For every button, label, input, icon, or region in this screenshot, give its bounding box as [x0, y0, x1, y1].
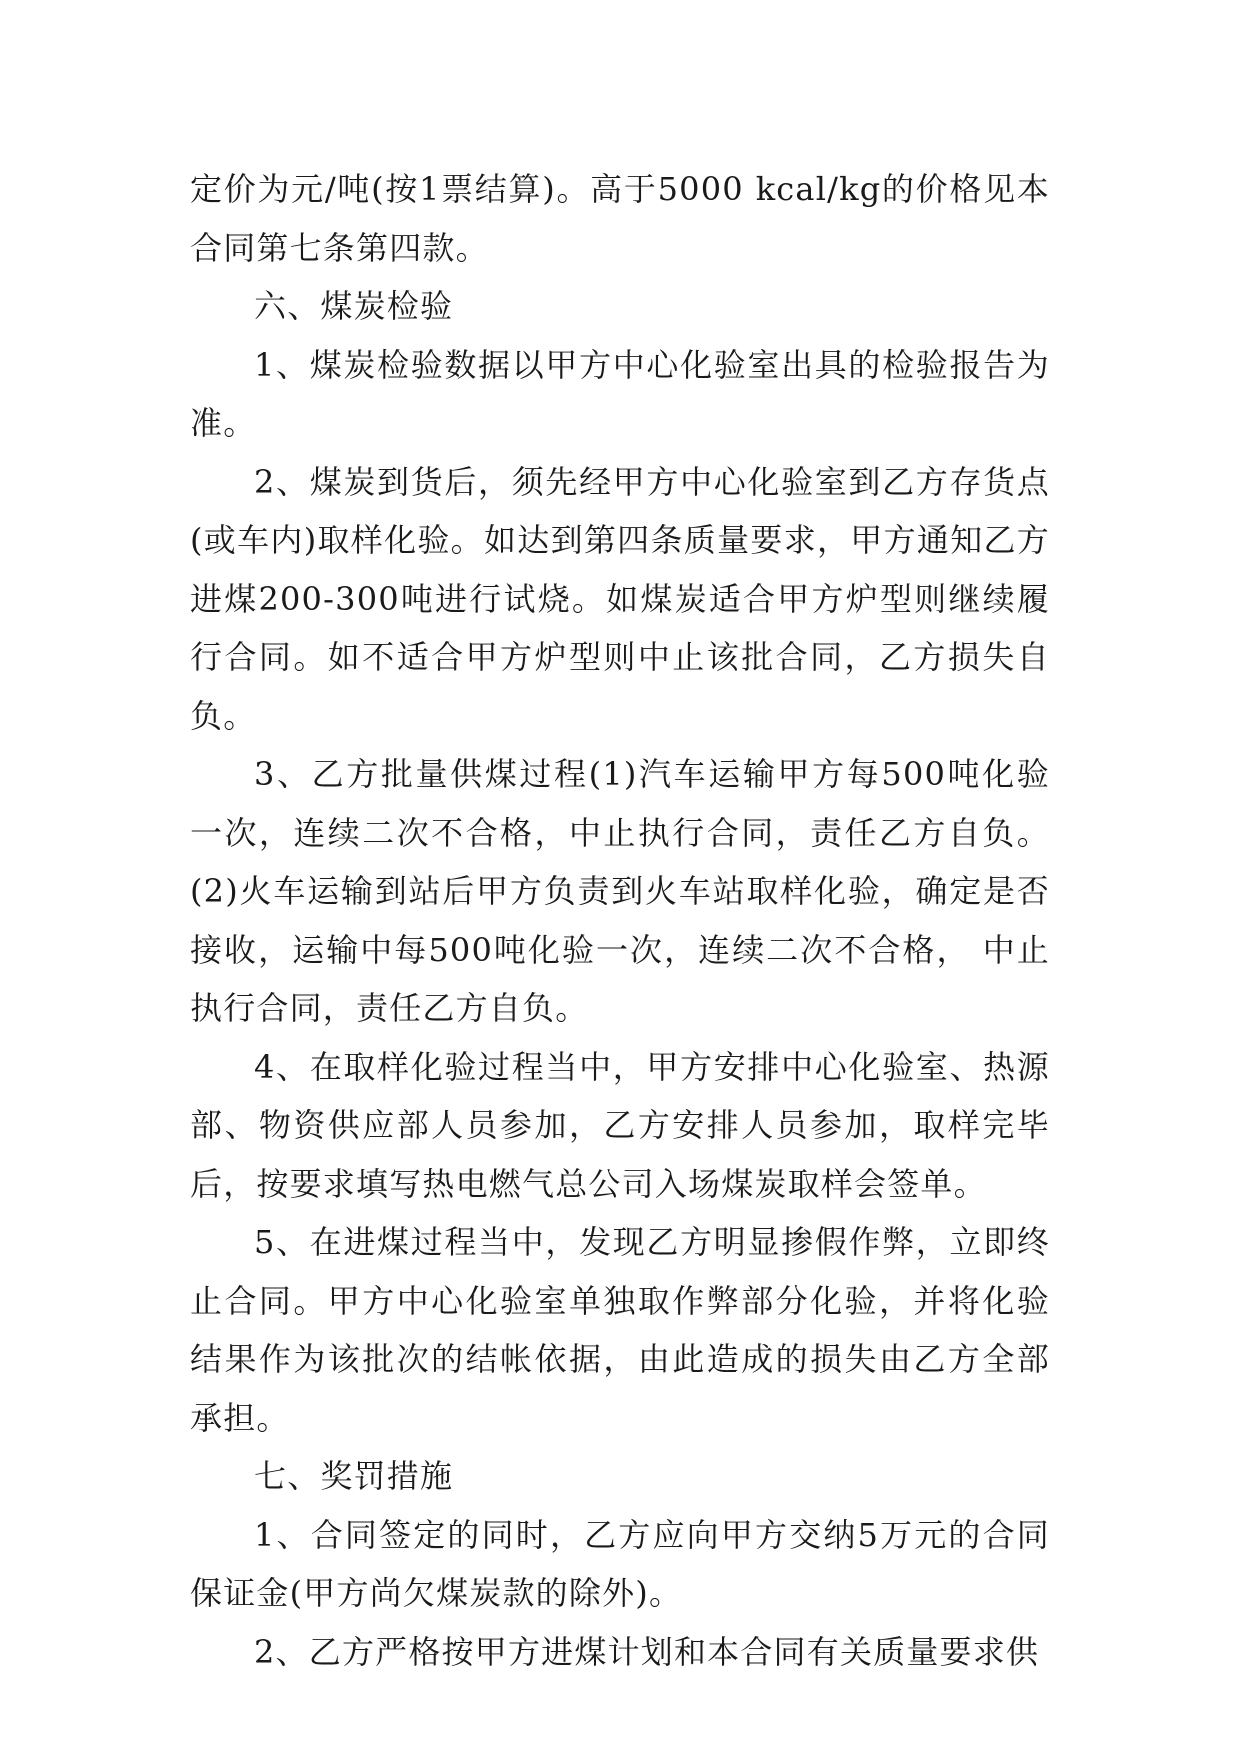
document-body	[190, 160, 1050, 1681]
paragraph-inspection-5: 5、在进煤过程当中，发现乙方明显掺假作弊，立即终止合同。甲方中心化验室单独取作弊部分化验，并将化验结果作为该批次的结帐依据，由此造成的损失由乙方全部承担。	[190, 1223, 1050, 1437]
paragraph-price-note: 定价为元/吨(按1票结算)。高于5000 kcal/kg的价格见本合同第七条第四款。	[190, 170, 1050, 267]
paragraph-inspection-1: 1、煤炭检验数据以甲方中心化验室出具的检验报告为准。	[190, 345, 1050, 442]
paragraph-rewards-1: 1、合同签定的同时，乙方应向甲方交纳5万元的合同保证金(甲方尚欠煤炭款的除外)。	[190, 1515, 1050, 1612]
section-heading-coal-inspection: 六、煤炭检验	[254, 287, 454, 325]
paragraph-rewards-2: 2、乙方严格按甲方进煤计划和本合同有关质量要求供	[254, 1632, 1040, 1671]
paragraph-inspection-4: 4、在取样化验过程当中，甲方安排中心化验室、热源部、物资供应部人员参加，乙方安排人员参加，取样完毕后，按要求填写热电燃气总公司入场煤炭取样会签单。	[190, 1047, 1050, 1203]
section-heading-rewards-penalties: 七、奖罚措施	[254, 1457, 454, 1495]
paragraph-inspection-3: 3、乙方批量供煤过程(1)汽车运输甲方每500吨化验一次，连续二次不合格，中止执行合同，责任乙方自负。(2)火车运输到站后甲方负责到火车站取样化验，确定是否接收，运输中每500吨化验一次，连续二次不合格， 中止执行合同，责任乙方自负。	[190, 755, 1050, 1027]
paragraph-inspection-2: 2、煤炭到货后，须先经甲方中心化验室到乙方存货点(或车内)取样化验。如达到第四条质量要求，甲方通知乙方进煤200-300吨进行试烧。如煤炭适合甲方炉型则继续履行合同。如不适合甲方炉型则中止该批合同，乙方损失自负。	[190, 462, 1050, 735]
